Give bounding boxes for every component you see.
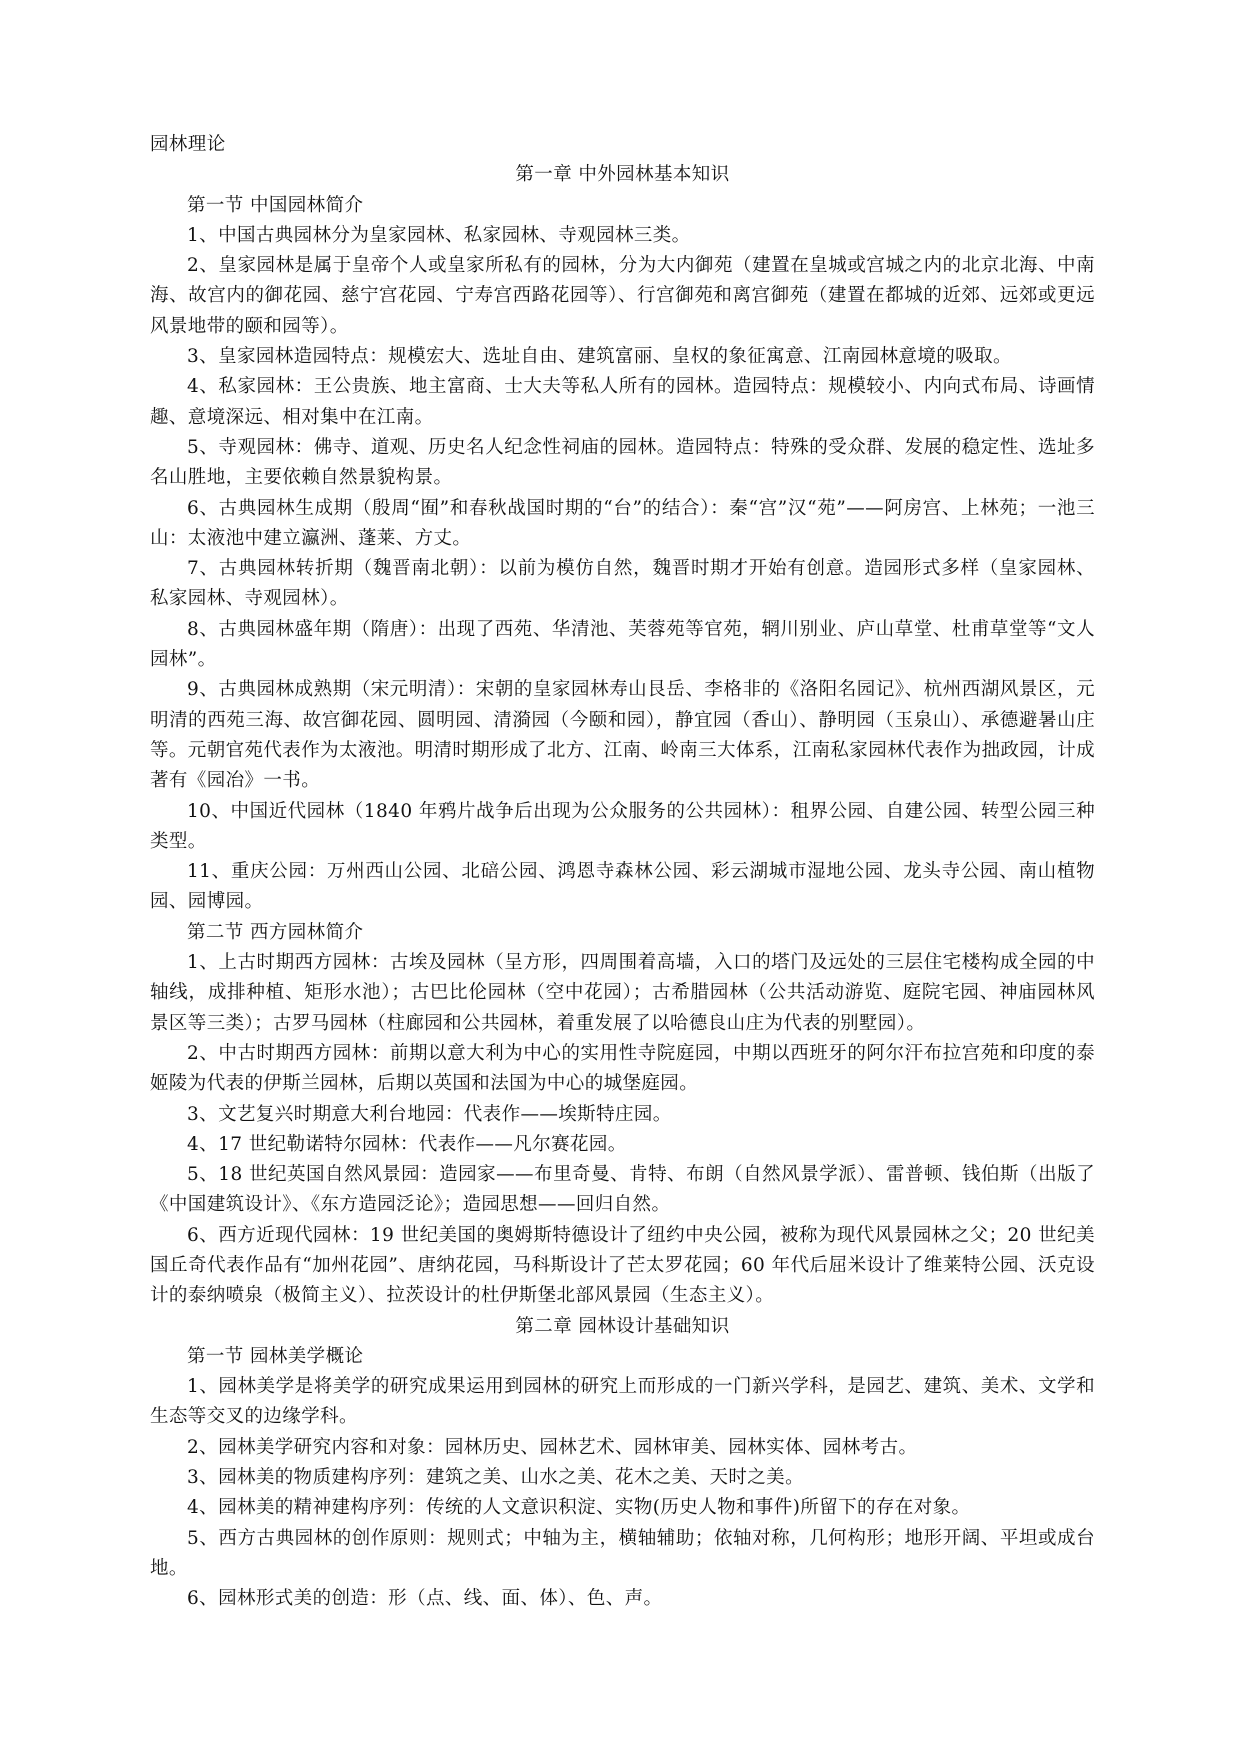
paragraph: 4、私家园林：王公贵族、地主富商、士大夫等私人所有的园林。造园特点：规模较小、内向式布局、诗画情趣、意境深远、相对集中在江南。 <box>150 376 1095 428</box>
paragraph: 1、园林美学是将美学的研究成果运用到园林的研究上而形成的一门新兴学科，是园艺、建筑、美术、文学和生态等交叉的边缘学科。 <box>150 1376 1095 1428</box>
paragraph: 8、古典园林盛年期（隋唐）：出现了西苑、华清池、芙蓉苑等官苑，辋川别业、庐山草堂、杜甫草堂等“文人园林”。 <box>150 618 1095 671</box>
paragraph: 2、皇家园林是属于皇帝个人或皇家所私有的园林，分为大内御苑（建置在皇城或宫城之内的北京北海、中南海、故宫内的御花园、慈宁宫花园、宁寿宫西路花园等）、行宫御苑和离宫御苑（建置在都城的近郊、远郊或更远风景地带的颐和园等）。 <box>150 255 1095 337</box>
paragraph: 11、重庆公园：万州西山公园、北碚公园、鸿恩寺森林公园、彩云湖城市湿地公园、龙头寺公园、南山植物园、园博园。 <box>150 861 1095 913</box>
paragraph: 1、上古时期西方园林：古埃及园林（呈方形，四周围着高墙，入口的塔门及远处的三层住宅楼构成全园的中轴线，成排种植、矩形水池）；古巴比伦园林（空中花园）；古希腊园林（公共活动游览、庭院宅园、神庙园林风景区等三类）；古罗马园林（柱廊园和公共园林，着重发展了以哈德良山庄为代表的别墅园）。 <box>150 952 1095 1034</box>
chapter-1-title: 第一章 中外园林基本知识 <box>515 164 730 186</box>
paragraph: 4、园林美的精神建构序列：传统的人文意识积淀、实物(历史人物和事件)所留下的存在对象。 <box>187 1497 971 1519</box>
paragraph: 2、园林美学研究内容和对象：园林历史、园林艺术、园林审美、园林实体、园林考古。 <box>187 1436 918 1458</box>
section-1-2-title: 第二节 西方园林简介 <box>187 921 364 943</box>
paragraph: 3、园林美的物质建构序列：建筑之美、山水之美、花木之美、天时之美。 <box>187 1467 804 1489</box>
paragraph: 4、17 世纪勒诺特尔园林：代表作——凡尔赛花园。 <box>187 1133 627 1155</box>
section-1-1-title: 第一节 中国园林简介 <box>187 194 364 216</box>
paragraph: 5、西方古典园林的创作原则：规则式；中轴为主，横轴辅助；依轴对称，几何构形；地形开阔、平坦或成台地。 <box>150 1527 1095 1579</box>
document-page <box>150 130 1095 1615</box>
paragraph: 1、中国古典园林分为皇家园林、私家园林、寺观园林三类。 <box>187 224 691 246</box>
chapter-2-title: 第二章 园林设计基础知识 <box>515 1315 730 1337</box>
paragraph: 3、皇家园林造园特点：规模宏大、选址自由、建筑富丽、皇权的象征寓意、江南园林意境的吸取。 <box>187 346 1012 368</box>
paragraph: 6、园林形式美的创造：形（点、线、面、体）、色、声。 <box>187 1588 663 1610</box>
paragraph: 2、中古时期西方园林：前期以意大利为中心的实用性寺院庭园，中期以西班牙的阿尔汗布拉宫苑和印度的泰姬陵为代表的伊斯兰园林，后期以英国和法国为中心的城堡庭园。 <box>150 1042 1095 1095</box>
paragraph: 6、古典园林生成期（殷周“囿”和春秋战国时期的“台”的结合）：秦“宫”汉“苑”——阿房宫、上林苑；一池三山：太液池中建立瀛洲、蓬莱、方丈。 <box>150 497 1095 549</box>
paragraph: 3、文艺复兴时期意大利台地园：代表作——埃斯特庄园。 <box>187 1103 672 1125</box>
paragraph: 7、古典园林转折期（魏晋南北朝）：以前为模仿自然，魏晋时期才开始有创意。造园形式多样（皇家园林、私家园林、寺观园林）。 <box>150 558 1095 610</box>
paragraph: 9、古典园林成熟期（宋元明清）：宋朝的皇家园林寿山艮岳、李格非的《洛阳名园记》、杭州西湖风景区，元明清的西苑三海、故宫御花园、圆明园、清漪园（今颐和园），静宜园（香山）、静明园（玉泉山）、承德避暑山庄等。元朝官苑代表作为太液池。明清时期形成了北方、江南、岭南三大体系，江南私家园林代表作为拙政园，计成著有《园冶》一书。 <box>150 679 1096 792</box>
paragraph: 5、寺观园林：佛寺、道观、历史名人纪念性祠庙的园林。造园特点：特殊的受众群、发展的稳定性、选址多名山胜地，主要依赖自然景貌构景。 <box>150 436 1095 489</box>
paragraph: 6、西方近现代园林：19 世纪美国的奥姆斯特德设计了纽约中央公园，被称为现代风景园林之父；20 世纪美国丘奇代表作品有“加州花园”、唐纳花园，马科斯设计了芒太罗花园；60 年代后屈米设计了维莱特公园、沃克设计的泰纳喷泉（极简主义）、拉茨设计的杜伊斯堡北部风景园（生态主义）。 <box>150 1224 1095 1307</box>
section-2-1-title: 第一节 园林美学概论 <box>187 1345 364 1367</box>
document-title: 园林理论 <box>150 134 226 155</box>
paragraph: 5、18 世纪英国自然风景园：造园家——布里奇曼、肯特、布朗（自然风景学派）、雷普顿、钱伯斯（出版了《中国建筑设计》、《东方造园泛论》；造园思想——回归自然。 <box>150 1164 1095 1216</box>
paragraph: 10、中国近代园林（1840 年鸦片战争后出现为公众服务的公共园林）：租界公园、自建公园、转型公园三种类型。 <box>150 800 1095 852</box>
